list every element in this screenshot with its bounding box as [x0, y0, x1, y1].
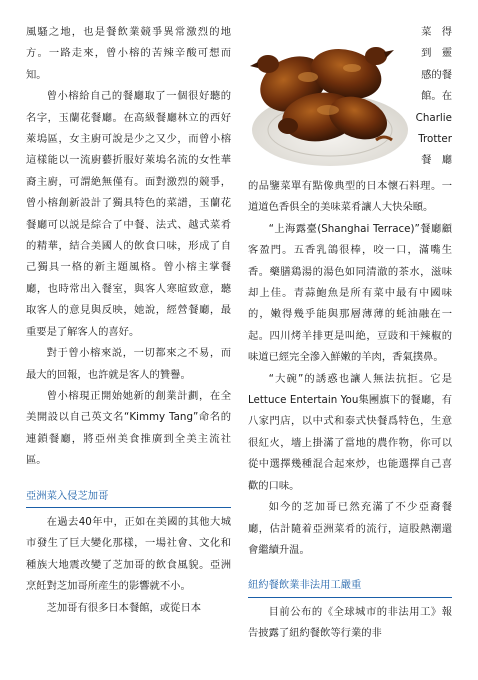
left-paragraph-6: 芝加哥有很多日本餐館，或從日本 — [46, 601, 202, 614]
left-paragraph-3: 對于曾小榕來説，一切都來之不易，而最大的回報，也許就是客人的贊譽。 — [26, 347, 231, 381]
roast-pigeon-image — [248, 22, 408, 172]
beside-photo-line-4: 館。在 — [421, 90, 452, 103]
section-heading-newyork: 紐約餐飲業非法用工嚴重 — [248, 579, 362, 592]
right-paragraph-3: “大碗”的誘惑也讓人無法抗拒。它是Lettuce Entertain You集團旗下的餐廳，有八家門店，以中式和泰式快餐爲特色，生意很紅火，墻上掛滿了當地的農作物，你可以從中選擇幾種混合起來炒，也能選擇自己喜歡的口味。 — [248, 372, 452, 492]
beside-photo-line-6: Trotter — [418, 133, 452, 146]
beside-photo-line-5: Charlie — [415, 111, 452, 124]
roast-pigeon-photo — [248, 22, 408, 172]
heading-underline — [248, 597, 452, 598]
left-paragraph-1: 風騷之地，也是餐飲業競爭異常激烈的地方。一路走來，曾小榕的苦辣辛酸可想而知。 — [26, 26, 231, 81]
beside-photo-line-3: 感的餐 — [421, 68, 452, 81]
right-paragraph-1: 的品鑒菜單有點像典型的日本懷石料理。一道道色香俱全的美味菜肴讓人大快朵頤。 — [248, 180, 452, 214]
right-column — [248, 22, 452, 645]
right-paragraph-2: “上海露臺(Shanghai Terrace)”餐廳顧客盈門。五香乳鴿很棒，咬一口，滿嘴生香。藥膳鶏湯的湯色如同清澈的茶水，滋味却上佳。青蒜鮑魚是所有菜中最有中國味的，嫩得幾乎能與那層薄薄的蚝油融在一起。四川烤羊排更是叫絶，豆豉和干辣椒的味道已經完全滲入鮮嫩的羊肉，香氣撲鼻。 — [248, 222, 452, 364]
left-paragraph-4: 曾小榕現正開始她新的創業計劃，在全美開設以自己英文名“Kimmy Tang”命名的連鎖餐廳，將亞州美食推廣到全美主流社區。 — [26, 389, 231, 467]
beside-photo-line-1: 菜 得 — [421, 26, 452, 38]
left-paragraph-5: 在過去40年中，正如在美國的其他大城市發生了巨大變化那樣，一場社會、文化和種族大地震改變了芝加哥的飲食風貌。亞洲烹飪對芝加哥所産生的影響就不小。 — [26, 515, 231, 593]
left-paragraph-2: 曾小榕給自己的餐廳取了一個很好聽的名字，玉蘭花餐廳。在高級餐廳林立的西好萊塢區，女主廚可說是少之又少，而曾小榕這樣能以一流廚藝折服好萊塢名流的女性華裔主廚，可謂絶無僅有。面對激烈的競爭，曾小榕創新設計了獨具特色的菜譜，玉蘭花餐廳可以説是綜合了中餐、法式、越式菜肴的精華，結合美國人的飲食口味，形成了自己獨具一格的新主題風格。曾小榕主掌餐廳，也時常出入餐室，與客人寒暄致意，聽取客人的意見與反映，她說，經營餐廳，最重要是了解客人的喜好。 — [26, 90, 231, 338]
right-paragraph-5: 目前公布的《全球城市的非法用工》報告披露了紐約餐飲等行業的非 — [248, 605, 452, 640]
left-column — [26, 22, 231, 619]
section-heading-chicago: 亞洲菜入侵芝加哥 — [26, 489, 109, 502]
beside-photo-line-2: 到 靈 — [421, 47, 452, 60]
beside-photo-line-7: 餐 廳 — [421, 154, 452, 167]
right-paragraph-4: 如今的芝加哥已然充滿了不少亞裔餐廳，估計隨着亞洲菜肴的流行，這股熱潮還會繼續升温。 — [248, 501, 452, 556]
heading-underline — [26, 507, 231, 508]
